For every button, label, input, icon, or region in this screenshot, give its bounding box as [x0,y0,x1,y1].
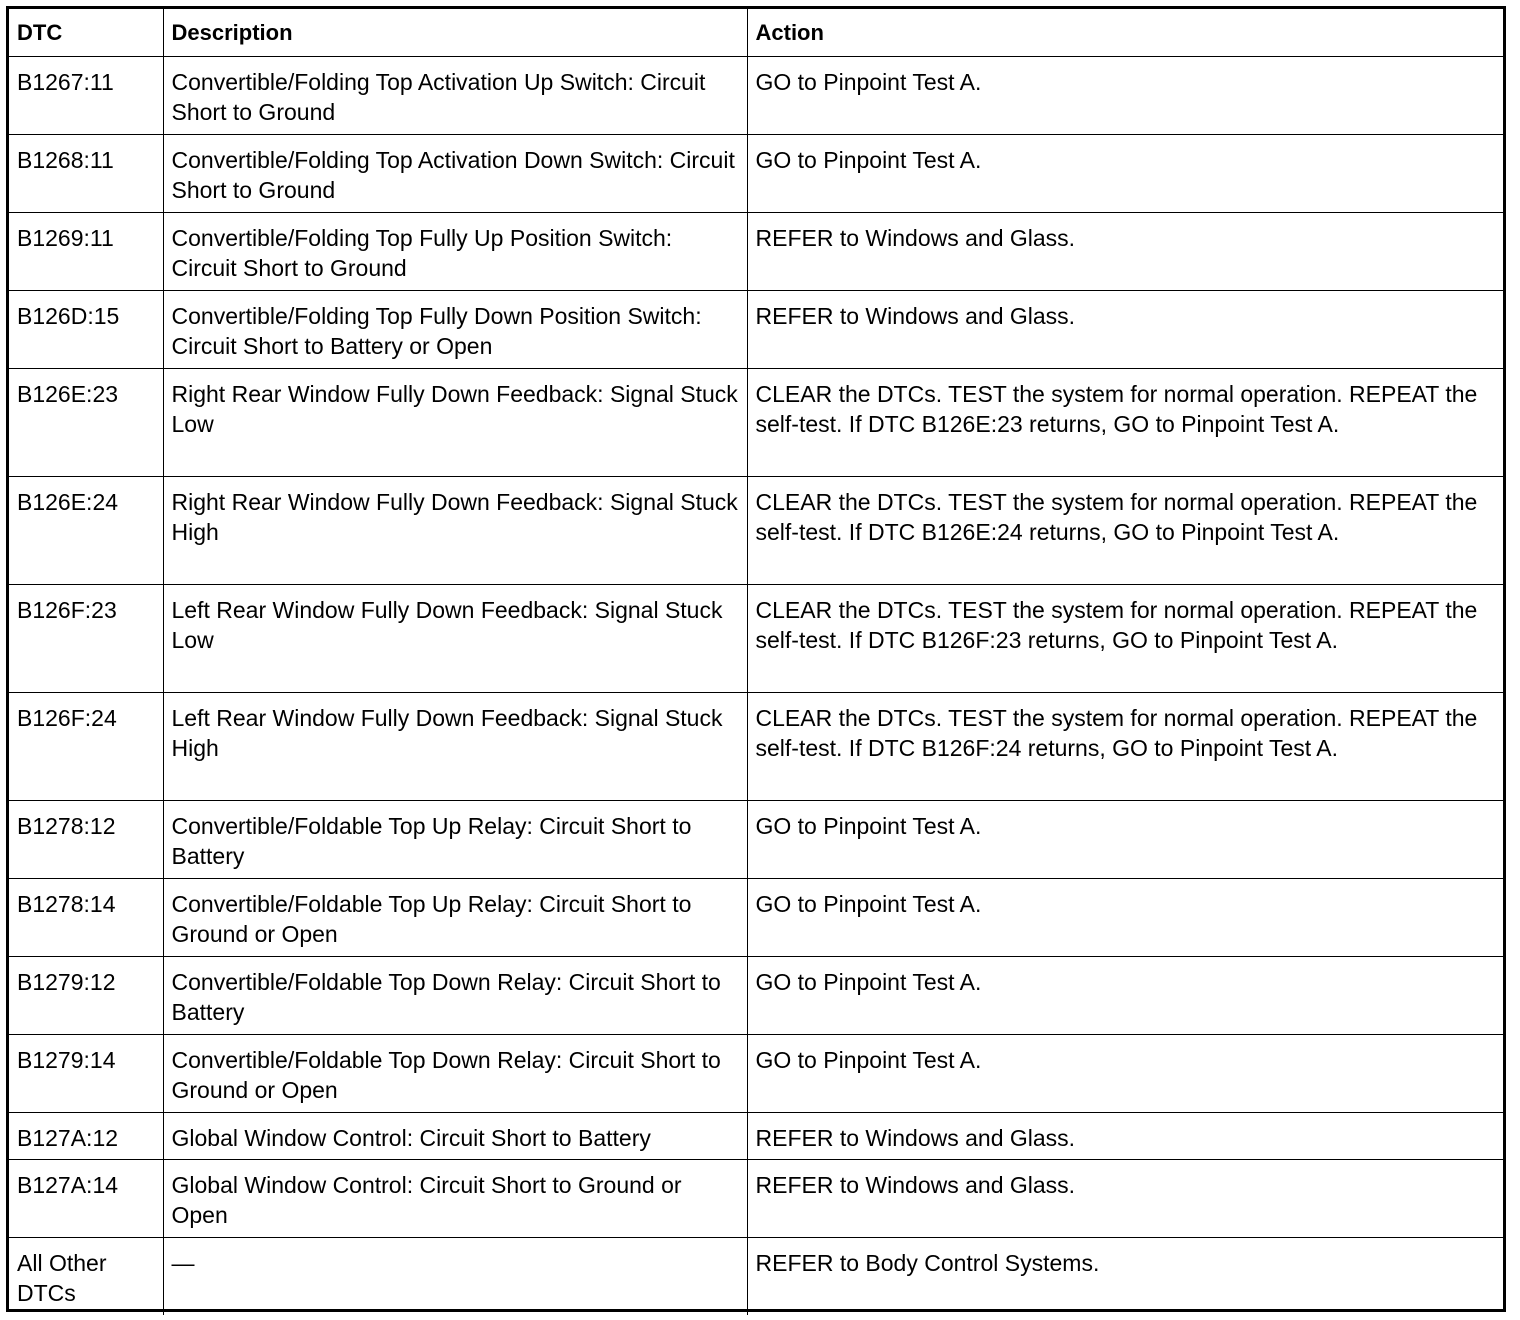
dtc-cell: B127A:12 [9,1112,163,1159]
description-cell: Convertible/Foldable Top Down Relay: Circuit Short to Ground or Open [163,1034,747,1112]
description-cell: Right Rear Window Fully Down Feedback: Signal Stuck Low [163,368,747,476]
description-cell: Global Window Control: Circuit Short to Battery [163,1112,747,1159]
dtc-cell: B126E:23 [9,368,163,476]
action-cell: CLEAR the DTCs. TEST the system for normal operation. REPEAT the self-test. If DTC B126E:24 returns, GO to Pinpoint Test A. [747,476,1503,584]
description-cell: Global Window Control: Circuit Short to Ground or Open [163,1159,747,1237]
action-cell: REFER to Windows and Glass. [747,212,1503,290]
dtc-table [9,9,1503,1315]
action-cell: CLEAR the DTCs. TEST the system for normal operation. REPEAT the self-test. If DTC B126F:23 returns, GO to Pinpoint Test A. [747,584,1503,692]
description-cell: Convertible/Foldable Top Down Relay: Circuit Short to Battery [163,956,747,1034]
dtc-cell: B1268:11 [9,134,163,212]
action-cell: REFER to Windows and Glass. [747,290,1503,368]
column-header-description: Description [163,9,747,56]
table-row [9,1237,1503,1315]
dtc-cell: B1267:11 [9,56,163,134]
action-cell: GO to Pinpoint Test A. [747,56,1503,134]
table-row [9,290,1503,368]
description-cell: Left Rear Window Fully Down Feedback: Signal Stuck High [163,692,747,800]
table-row [9,800,1503,878]
description-cell: — [163,1237,747,1315]
dtc-cell: All Other DTCs [9,1237,163,1315]
description-cell: Convertible/Folding Top Fully Up Position Switch: Circuit Short to Ground [163,212,747,290]
column-header-action: Action [747,9,1503,56]
description-cell: Convertible/Foldable Top Up Relay: Circuit Short to Ground or Open [163,878,747,956]
table-row [9,692,1503,800]
description-cell: Convertible/Folding Top Activation Down Switch: Circuit Short to Ground [163,134,747,212]
table-row [9,584,1503,692]
description-cell: Right Rear Window Fully Down Feedback: Signal Stuck High [163,476,747,584]
action-cell: GO to Pinpoint Test A. [747,956,1503,1034]
dtc-cell: B1279:12 [9,956,163,1034]
dtc-table-container [6,6,1506,1312]
action-cell: REFER to Windows and Glass. [747,1159,1503,1237]
table-row [9,1112,1503,1159]
description-cell: Convertible/Foldable Top Up Relay: Circuit Short to Battery [163,800,747,878]
action-cell: GO to Pinpoint Test A. [747,800,1503,878]
dtc-cell: B127A:14 [9,1159,163,1237]
table-row [9,134,1503,212]
table-row [9,56,1503,134]
dtc-cell: B1278:14 [9,878,163,956]
dtc-cell: B1269:11 [9,212,163,290]
description-cell: Left Rear Window Fully Down Feedback: Signal Stuck Low [163,584,747,692]
table-header-row [9,9,1503,56]
table-row [9,878,1503,956]
column-header-dtc: DTC [9,9,163,56]
table-row [9,368,1503,476]
table-row [9,956,1503,1034]
table-row [9,1159,1503,1237]
dtc-cell: B126D:15 [9,290,163,368]
dtc-cell: B126E:24 [9,476,163,584]
action-cell: GO to Pinpoint Test A. [747,1034,1503,1112]
action-cell: GO to Pinpoint Test A. [747,878,1503,956]
dtc-cell: B1278:12 [9,800,163,878]
table-row [9,212,1503,290]
action-cell: REFER to Body Control Systems. [747,1237,1503,1315]
action-cell: CLEAR the DTCs. TEST the system for normal operation. REPEAT the self-test. If DTC B126F:24 returns, GO to Pinpoint Test A. [747,692,1503,800]
action-cell: GO to Pinpoint Test A. [747,134,1503,212]
description-cell: Convertible/Folding Top Fully Down Position Switch: Circuit Short to Battery or Open [163,290,747,368]
table-row [9,1034,1503,1112]
action-cell: REFER to Windows and Glass. [747,1112,1503,1159]
dtc-cell: B126F:24 [9,692,163,800]
action-cell: CLEAR the DTCs. TEST the system for normal operation. REPEAT the self-test. If DTC B126E:23 returns, GO to Pinpoint Test A. [747,368,1503,476]
table-row [9,476,1503,584]
description-cell: Convertible/Folding Top Activation Up Switch: Circuit Short to Ground [163,56,747,134]
dtc-cell: B1279:14 [9,1034,163,1112]
dtc-cell: B126F:23 [9,584,163,692]
